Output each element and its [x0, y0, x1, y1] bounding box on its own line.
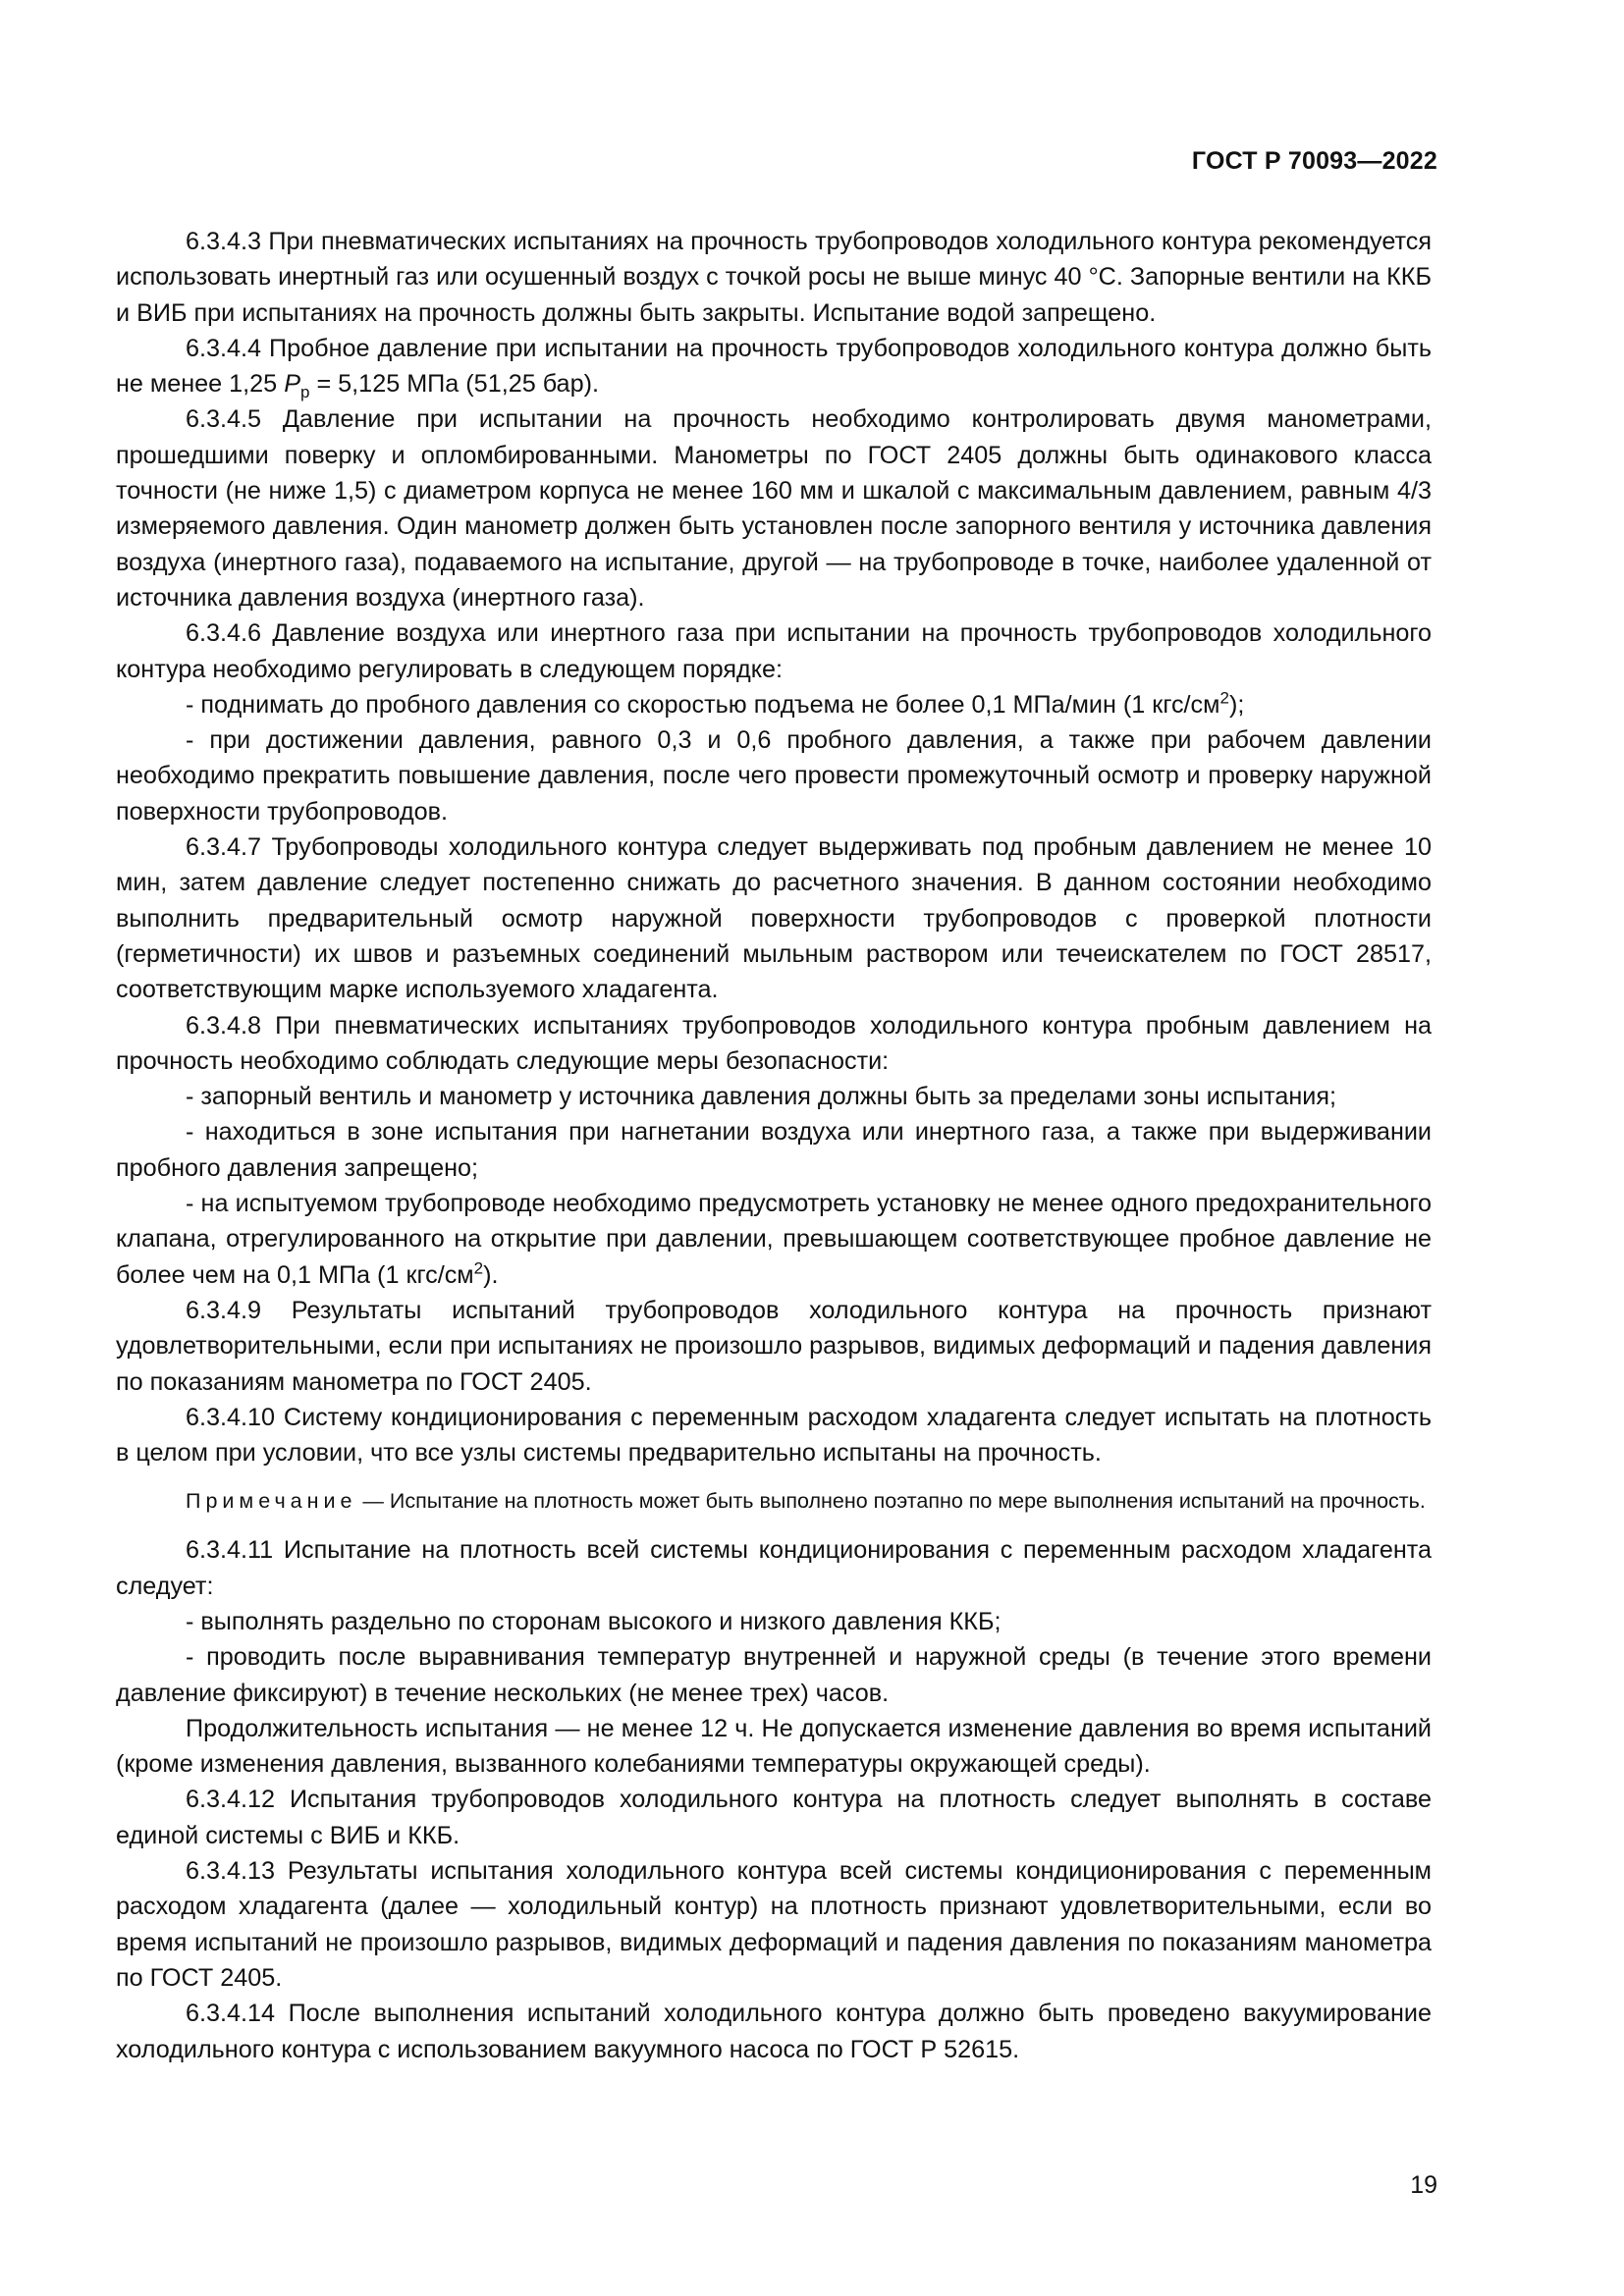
list-item: - находиться в зоне испытания при нагнетании воздуха или инертного газа, а также при выдерживании пробного давления запрещено; — [116, 1118, 1432, 1182]
paragraph-6-3-4-9: 6.3.4.9 Результаты испытаний трубопроводов холодильного контура на прочность признают удовлетворительными, если при испытаниях не произошло разрывов, видимых деформаций и падения давления по показаниям манометра по ГОСТ 2405. — [116, 1296, 1432, 1396]
paragraph-text: 6.3.4.4 Пробное давление при испытании на прочность трубопроводов холодильного контура должно быть не менее 1,25 — [116, 334, 1432, 399]
list-item: - при достижении давления, равного 0,3 и 0,6 пробного давления, а также при рабочем давлении необходимо прекратить повышение давления, после чего провести промежуточный осмотр и проверку наружной поверхности трубопроводов. — [116, 726, 1432, 826]
paragraph-6-3-4-5: 6.3.4.5 Давление при испытании на прочность необходимо контролировать двумя манометрами, прошедшими поверку и опломбированными. Манометры по ГОСТ 2405 должны быть одинакового класса точности (не ниже 1,5) с диаметром корпуса не менее 160 мм и шкалой с максимальным давлением, равным 4/3 измеряемого давления. Один манометр должен быть установлен после запорного вентиля у источника давления воздуха (инертного газа), подаваемого на испытание, другой — на трубопроводе в точке, наиболее удаленной от источника давления воздуха (инертного газа). — [116, 405, 1432, 612]
paragraph-6-3-4-4 — [116, 331, 1432, 402]
list-item: - проводить после выравнивания температур внутренней и наружной среды (в течение этого времени давление фиксируют) в течение нескольких (не менее трех) часов. — [116, 1643, 1432, 1707]
paragraph-text: = 5,125 МПа (51,25 бар). — [309, 370, 599, 399]
note-text: — Испытание на плотность может быть выполнено поэтапно по мере выполнения испытаний на прочность. — [356, 1489, 1426, 1514]
paragraph-6-3-4-6: 6.3.4.6 Давление воздуха или инертного газа при испытании на прочность трубопроводов холодильного контура необходимо регулировать в следующем порядке: — [116, 619, 1432, 683]
document-body — [116, 224, 1432, 2067]
list-item: - запорный вентиль и манометр у источника давления должны быть за пределами зоны испытания; — [186, 1083, 1337, 1111]
standard-designation: ГОСТ Р 70093—2022 — [1191, 147, 1437, 175]
paragraph-duration: Продолжительность испытания — не менее 12 ч. Не допускается изменение давления во время испытаний (кроме изменения давления, вызванного колебаниями температуры окружающей среды). — [116, 1714, 1432, 1779]
list-item-text: ); — [1228, 690, 1245, 719]
paragraph-6-3-4-13: 6.3.4.13 Результаты испытания холодильного контура всей системы кондиционирования с переменным расходом хладагента (далее — холодильный контур) на плотность признают удовлетворительными, если во время испытаний не произошло разрывов, видимых деформаций и падения давления по показаниям манометра по ГОСТ 2405. — [116, 1857, 1432, 1992]
paragraph-6-3-4-3: 6.3.4.3 При пневматических испытаниях на прочность трубопроводов холодильного контура рекомендуется использовать инертный газ или осушенный воздух с точкой росы не выше минус 40 °С. Запорные вентили на ККБ и ВИБ при испытаниях на прочность должны быть закрыты. Испытание водой запрещено. — [116, 228, 1432, 327]
paragraph-6-3-4-7: 6.3.4.7 Трубопроводы холодильного контура следует выдерживать под пробным давлением не менее 10 мин, затем давление следует постепенно снижать до расчетного значения. В данном состоянии необходимо выполнить предварительный осмотр наружной поверхности трубопроводов с проверкой плотности (герметичности) их швов и разъемных соединений мыльным раствором или течеискателем по ГОСТ 28517, соответствующим марке используемого хладагента. — [116, 833, 1432, 1004]
paragraph-6-3-4-14: 6.3.4.14 После выполнения испытаний холодильного контура должно быть проведено вакуумирование холодильного контура с использованием вакуумного насоса по ГОСТ Р 52615. — [116, 2000, 1432, 2063]
note-label: Примечание — [186, 1489, 357, 1514]
pressure-symbol: P — [284, 370, 300, 399]
list-item-text: ). — [483, 1260, 499, 1289]
list-item-text: - на испытуемом трубопроводе необходимо предусмотреть установку не менее одного предохранительного клапана, отрегулированного на открытие при давлении, превышающем соответствующее пробное давление не более чем на 0,1 МПа (1 кгс/см — [116, 1190, 1432, 1289]
paragraph-6-3-4-10: 6.3.4.10 Систему кондиционирования с переменным расходом хладагента следует испытать на плотность в целом при условии, что все узлы системы предварительно испытаны на прочность. — [116, 1403, 1432, 1468]
list-item — [116, 687, 1432, 722]
pressure-subscript: p — [300, 383, 310, 402]
list-item — [116, 1186, 1432, 1293]
paragraph-6-3-4-12: 6.3.4.12 Испытания трубопроводов холодильного контура на плотность следует выполнять в составе единой системы с ВИБ и ККБ. — [116, 1786, 1432, 1849]
paragraph-6-3-4-11: 6.3.4.11 Испытание на плотность всей системы кондиционирования с переменным расходом хладагента следует: — [116, 1536, 1432, 1600]
superscript: 2 — [1219, 688, 1229, 708]
superscript: 2 — [473, 1258, 484, 1278]
note — [116, 1484, 1432, 1519]
page-number: 19 — [1410, 2171, 1437, 2199]
paragraph-6-3-4-8: 6.3.4.8 При пневматических испытаниях трубопроводов холодильного контура пробным давлением на прочность необходимо соблюдать следующие меры безопасности: — [116, 1011, 1432, 1075]
list-item-text: - поднимать до пробного давления со скоростью подъема не более 0,1 МПа/мин (1 кгс/см — [186, 690, 1220, 719]
list-item: - выполнять раздельно по сторонам высокого и низкого давления ККБ; — [186, 1607, 1001, 1635]
